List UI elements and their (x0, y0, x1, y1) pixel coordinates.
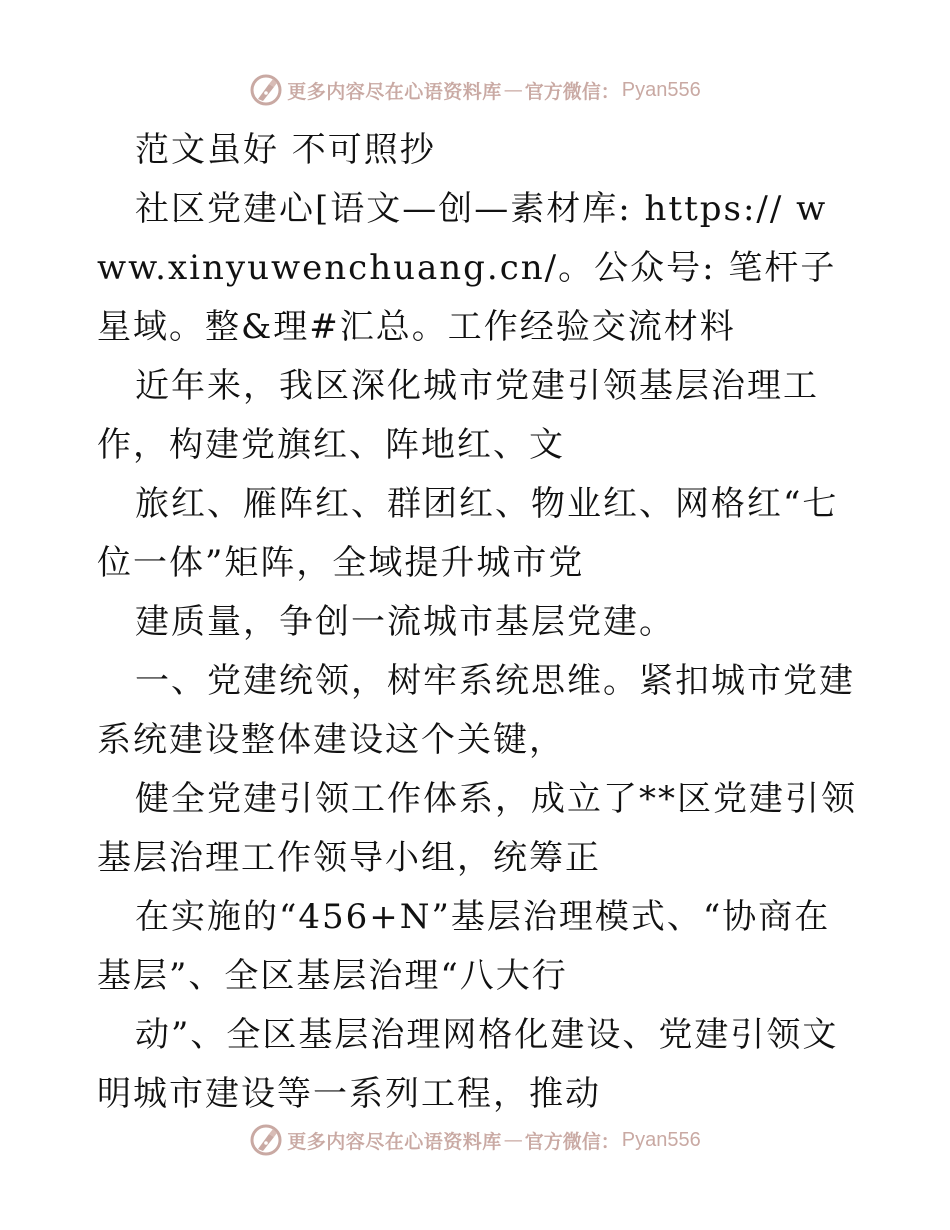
paragraph: 一、党建统领，树牢系统思维。紧扣城市党建系统建设整体建设这个关键， (97, 661, 855, 760)
watermark-separator: — (503, 1129, 523, 1151)
paragraph: 健全党建引领工作体系，成立了**区党建引领基层治理工作领导小组，统筹正 (97, 779, 857, 878)
watermark-text: 更多内容尽在心语资料库 (287, 1130, 502, 1153)
pen-nib-logo-icon (249, 73, 283, 107)
paragraph: 范文虽好 不可照抄 (135, 130, 436, 170)
paragraph: 在实施的“456+N”基层治理模式、“协商在基层”、全区基层治理“八大行 (97, 897, 831, 996)
paragraph: 近年来，我区深化城市党建引领基层治理工作，构建党旗红、阵地红、文 (97, 366, 819, 465)
pen-nib-logo-icon (249, 1123, 283, 1157)
wechat-label: 官方微信： (524, 80, 620, 103)
wechat-id: Pyan556 (621, 78, 701, 101)
wechat-label: 官方微信： (524, 1130, 620, 1153)
paragraph: 社区党建心[语文—创—素材库: https:// www.xinyuwenchuang.cn/。公众号: 笔杆子星域。整&理#汇总。工作经验交流材料 (97, 189, 837, 347)
paragraph: 旅红、雁阵红、群团红、物业红、网格红“七位一体”矩阵，全域提升城市党 (97, 484, 839, 583)
paragraph: 动”、全区基层治理网格化建设、党建引领文明城市建设等一系列工程，推动 (97, 1015, 839, 1114)
paragraph: 建质量，争创一流城市基层党建。 (135, 602, 675, 642)
watermark-separator: — (503, 79, 523, 101)
header-watermark-banner (0, 72, 950, 108)
footer-watermark-banner (0, 1122, 950, 1158)
watermark-text: 更多内容尽在心语资料库 (287, 80, 502, 103)
wechat-id: Pyan556 (621, 1128, 701, 1151)
document-body (97, 121, 857, 1124)
